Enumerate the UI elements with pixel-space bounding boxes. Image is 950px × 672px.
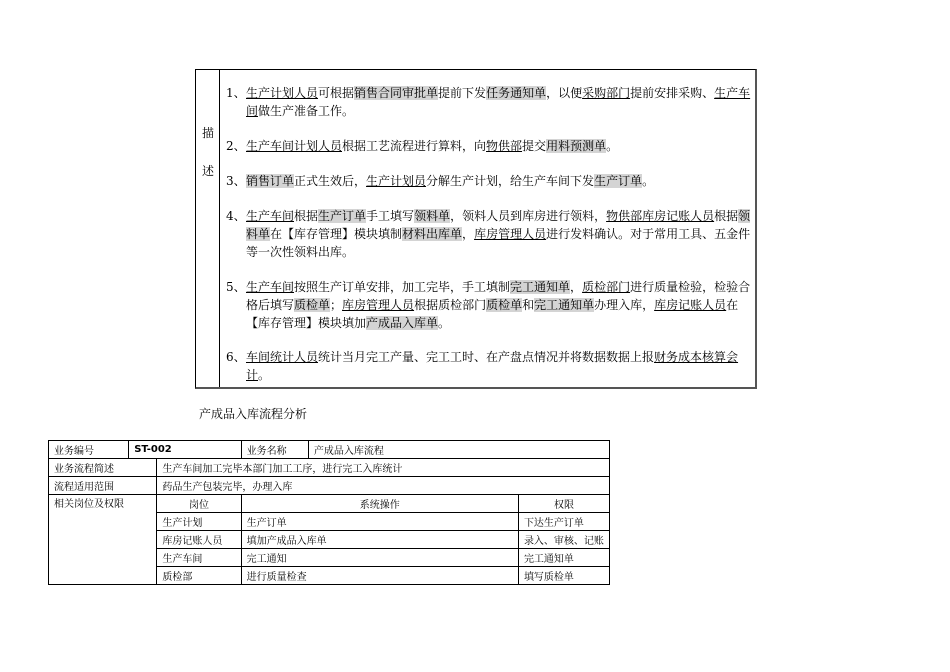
plain-text: 可根据 xyxy=(318,86,355,100)
roles-header-perm: 权限 xyxy=(518,495,609,513)
description-label xyxy=(196,70,220,387)
role-text: 生产计划员 xyxy=(366,174,427,188)
role-text: 车间统计人员 xyxy=(246,350,319,364)
role-text: 物供部 xyxy=(486,139,523,153)
plain-text: 根据 xyxy=(294,209,319,223)
item-number: 2、 xyxy=(226,139,246,153)
document-text: 质检单 xyxy=(486,298,523,312)
plain-text: 根据质检部门 xyxy=(414,298,487,312)
plain-text: 进行发料确认。对于常用工具、五金件等一次性领料出库。 xyxy=(246,227,751,259)
role-perm: 填写质检单 xyxy=(518,567,609,585)
role-text: 库房管理人员 xyxy=(474,227,547,241)
description-item xyxy=(222,207,752,261)
plain-text: 手工填写 xyxy=(366,209,415,223)
item-number: 6、 xyxy=(226,350,246,364)
document-text: 产成品入库单 xyxy=(366,316,439,330)
role-text: 采购部门 xyxy=(582,86,631,100)
plain-text: 。 xyxy=(606,139,619,153)
summary-label: 业务流程简述 xyxy=(49,459,157,477)
item-number: 5、 xyxy=(226,280,246,294)
scope-label: 流程适用范围 xyxy=(49,477,157,495)
plain-text: 和 xyxy=(522,298,535,312)
role-perm: 下达生产订单 xyxy=(518,513,609,531)
role-text: 库房记账人员 xyxy=(654,298,727,312)
roles-header-post: 岗位 xyxy=(157,495,241,513)
plain-text: 分解生产计划，给生产车间下发 xyxy=(426,174,595,188)
role-op: 完工通知 xyxy=(241,549,518,567)
item-number: 4、 xyxy=(226,209,246,223)
document-text: 任务通知单 xyxy=(486,86,547,100)
document-text: 领料单 xyxy=(414,209,451,223)
item-number: 3、 xyxy=(226,174,246,188)
role-text: 物供部库房记账人员 xyxy=(606,209,715,223)
plain-text: ； xyxy=(330,298,343,312)
plain-text: 按照生产订单安排，加工完毕，手工填制 xyxy=(294,280,511,294)
description-item xyxy=(222,278,752,332)
table-row xyxy=(49,477,610,495)
role-text: 生产车间 xyxy=(246,86,751,118)
scope-value: 药品生产包装完毕，办理入库 xyxy=(157,477,610,495)
plain-text: 提前安排采购、 xyxy=(630,86,715,100)
plain-text: ，以便 xyxy=(546,86,583,100)
table-row xyxy=(49,495,610,513)
role-post: 库房记账人员 xyxy=(157,531,241,549)
document-text: 销售订单 xyxy=(246,174,295,188)
plain-text: 根据 xyxy=(714,209,739,223)
plain-text: 正式生效后， xyxy=(294,174,367,188)
plain-text: 在【库存管理】模块填制 xyxy=(270,227,403,241)
role-perm: 完工通知单 xyxy=(518,549,609,567)
document-text: 材料出库单 xyxy=(402,227,463,241)
description-item xyxy=(222,84,752,120)
biz-name-label: 业务名称 xyxy=(241,441,308,459)
role-text: 生产车间计划人员 xyxy=(246,139,343,153)
plain-text: 办理入库， xyxy=(594,298,655,312)
plain-text: 提交 xyxy=(522,139,547,153)
role-text: 财务成本核算会计 xyxy=(246,350,739,382)
plain-text: 根据工艺流程进行算料，向 xyxy=(342,139,487,153)
table-row xyxy=(49,459,610,477)
plain-text: 。 xyxy=(642,174,655,188)
role-post: 生产计划 xyxy=(157,513,241,531)
document-text: 领料单 xyxy=(246,209,751,241)
document-text: 生产订单 xyxy=(318,209,367,223)
plain-text: ， xyxy=(462,227,475,241)
plain-text: 做生产准备工作。 xyxy=(258,104,355,118)
description-items xyxy=(222,84,752,384)
description-item xyxy=(222,172,752,190)
document-text: 完工通知单 xyxy=(534,298,595,312)
plain-text: 统计当月完工产量、完工工时、在产盘点情况并将数据数据上报 xyxy=(318,350,655,364)
roles-label: 相关岗位及权限 xyxy=(49,495,157,585)
plain-text: 在【库存管理】模块填加 xyxy=(246,298,739,330)
biz-no-label: 业务编号 xyxy=(49,441,129,459)
document-text: 用料预测单 xyxy=(546,139,607,153)
document-text: 生产订单 xyxy=(594,174,643,188)
role-perm: 录入、审核、记账 xyxy=(518,531,609,549)
biz-name-value: 产成品入库流程 xyxy=(308,441,609,459)
plain-text: ， xyxy=(570,280,583,294)
label-char-2: 述 xyxy=(202,164,215,178)
role-op: 填加产成品入库单 xyxy=(241,531,518,549)
description-item xyxy=(222,137,752,155)
table-row xyxy=(49,441,610,459)
biz-no-value: ST-002 xyxy=(129,441,241,459)
plain-text: 进行质量检验，检验合格后填写 xyxy=(246,280,751,312)
plain-text: 提前下发 xyxy=(438,86,487,100)
role-text: 生产计划人员 xyxy=(246,86,319,100)
role-op: 进行质量检查 xyxy=(241,567,518,585)
role-text: 生产车间 xyxy=(246,209,295,223)
description-item xyxy=(222,348,752,384)
role-post: 质检部 xyxy=(157,567,241,585)
role-text: 质检部门 xyxy=(582,280,631,294)
document-text: 销售合同审批单 xyxy=(354,86,439,100)
plain-text: ，领料人员到库房进行领料， xyxy=(450,209,607,223)
roles-header-ops: 系统操作 xyxy=(241,495,518,513)
item-number: 1、 xyxy=(226,86,246,100)
plain-text: 。 xyxy=(438,316,451,330)
label-char-1: 描 xyxy=(202,126,215,140)
section-title: 产成品入库流程分析 xyxy=(199,407,308,421)
role-op: 生产订单 xyxy=(241,513,518,531)
role-text: 库房管理人员 xyxy=(342,298,415,312)
role-post: 生产车间 xyxy=(157,549,241,567)
process-table xyxy=(48,440,610,585)
description-box xyxy=(195,69,757,389)
summary-value: 生产车间加工完毕本部门加工工序，进行完工入库统计 xyxy=(157,459,610,477)
plain-text: 。 xyxy=(258,368,271,382)
role-text: 生产车间 xyxy=(246,280,295,294)
document-text: 质检单 xyxy=(294,298,331,312)
document-text: 完工通知单 xyxy=(510,280,571,294)
